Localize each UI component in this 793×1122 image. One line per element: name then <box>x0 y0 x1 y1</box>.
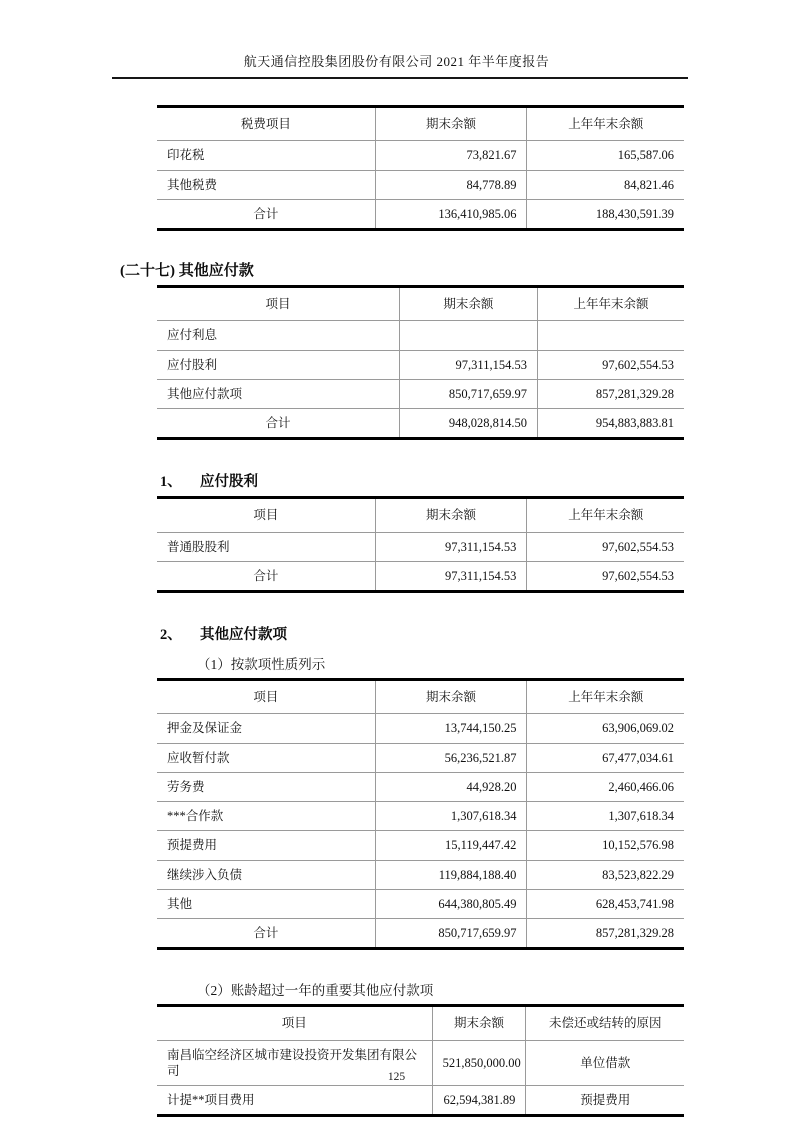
amount-cell: 63,906,069.02 <box>527 714 684 743</box>
column-header: 未偿还或结转的原因 <box>526 1006 684 1040</box>
row-label: 计提**项目费用 <box>157 1086 432 1116</box>
row-label: 应付利息 <box>157 321 399 350</box>
row-label: 应收暂付款 <box>157 743 375 772</box>
table-row <box>157 170 684 199</box>
table-row <box>157 743 684 772</box>
amount-cell: 97,311,154.53 <box>375 561 527 591</box>
column-header: 项目 <box>253 690 279 704</box>
amount-cell: 97,602,554.53 <box>527 532 684 561</box>
tax-table-wrapper <box>157 105 684 231</box>
amount-cell: 97,602,554.53 <box>537 350 684 379</box>
row-label: 押金及保证金 <box>157 714 375 743</box>
amount-cell: 62,594,381.89 <box>432 1086 526 1116</box>
column-header: 项目 <box>265 297 291 311</box>
nature-table <box>157 678 684 950</box>
row-label: 普通股股利 <box>157 532 375 561</box>
row-label: 其他税费 <box>157 170 375 199</box>
amount-cell: 1,307,618.34 <box>527 802 684 831</box>
column-header: 上年年末余额 <box>527 680 684 714</box>
amount-cell: 136,410,985.06 <box>375 199 527 229</box>
total-label: 合计 <box>157 409 399 439</box>
table-row <box>157 860 684 889</box>
amount-cell: 119,884,188.40 <box>375 860 527 889</box>
dividends-table-wrapper <box>157 496 684 593</box>
amount-cell: 165,587.06 <box>527 141 684 170</box>
amount-cell: 188,430,591.39 <box>527 199 684 229</box>
amount-cell: 628,453,741.98 <box>527 889 684 918</box>
section-27-heading: (二十七) 其他应付款 <box>120 263 254 279</box>
amount-cell: 84,821.46 <box>527 170 684 199</box>
amount-cell: 948,028,814.50 <box>399 409 537 439</box>
column-header: 期末余额 <box>399 287 537 321</box>
row-label: 其他应付款项 <box>157 379 399 408</box>
row-label: 应付股利 <box>157 350 399 379</box>
table-total-row <box>157 199 684 229</box>
reason-cell: 单位借款 <box>526 1040 684 1086</box>
amount-cell: 97,311,154.53 <box>375 532 527 561</box>
subsection-2-heading <box>160 623 793 644</box>
table-row <box>157 141 684 170</box>
total-label: 合计 <box>157 199 375 229</box>
amount-cell: 10,152,576.98 <box>527 831 684 860</box>
row-label: 预提费用 <box>157 831 375 860</box>
nature-table-wrapper <box>157 678 684 950</box>
amount-cell: 857,281,329.28 <box>527 919 684 949</box>
total-label: 合计 <box>157 561 375 591</box>
column-header: 上年年末余额 <box>537 287 684 321</box>
table-total-row <box>157 561 684 591</box>
reason-cell: 预提费用 <box>526 1086 684 1116</box>
table-row <box>157 714 684 743</box>
column-header: 上年年末余额 <box>527 498 684 532</box>
table-row <box>157 1086 684 1116</box>
row-label: 南昌临空经济区城市建设投资开发集团有限公司 <box>157 1040 432 1086</box>
amount-cell <box>399 321 537 350</box>
report-header-title: 航天通信控股集团股份有限公司 2021 年半年度报告 <box>243 54 550 69</box>
amount-cell: 83,523,822.29 <box>527 860 684 889</box>
amount-cell: 857,281,329.28 <box>537 379 684 408</box>
amount-cell: 521,850,000.00 <box>432 1040 526 1086</box>
page-number: 125 <box>387 1071 406 1083</box>
table-header-row <box>157 498 684 532</box>
row-label: 其他 <box>157 889 375 918</box>
table-row <box>157 379 684 408</box>
row-label: 印花税 <box>157 141 375 170</box>
tax-table <box>157 105 684 231</box>
subsection-1-label: 应付股利 <box>200 474 258 491</box>
header-rule <box>112 77 688 79</box>
amount-cell: 67,477,034.61 <box>527 743 684 772</box>
amount-cell: 954,883,883.81 <box>537 409 684 439</box>
row-label: ***合作款 <box>157 802 375 831</box>
table-header-row <box>157 1006 684 1040</box>
table-header-row <box>157 680 684 714</box>
amount-cell: 850,717,659.97 <box>375 919 527 949</box>
subsection-1-number: 1、 <box>160 474 182 491</box>
amount-cell <box>537 321 684 350</box>
amount-cell: 97,602,554.53 <box>527 561 684 591</box>
nature-list-heading: （1）按款项性质列示 <box>197 657 326 672</box>
aging-table <box>157 1004 684 1117</box>
aging-table-wrapper <box>157 1004 684 1117</box>
subsection-2-label: 其他应付款项 <box>200 627 287 643</box>
column-header: 项目 <box>253 508 279 523</box>
subsection-2-number: 2、 <box>160 627 182 643</box>
amount-cell: 644,380,805.49 <box>375 889 527 918</box>
amount-cell: 44,928.20 <box>375 772 527 801</box>
amount-cell: 2,460,466.06 <box>527 772 684 801</box>
column-header: 税费项目 <box>240 117 291 131</box>
table-row <box>157 350 684 379</box>
amount-cell: 97,311,154.53 <box>399 350 537 379</box>
column-header: 项目 <box>281 1016 307 1031</box>
row-label: 劳务费 <box>157 772 375 801</box>
table-row <box>157 321 684 350</box>
table-row <box>157 831 684 860</box>
table-row <box>157 532 684 561</box>
table-row <box>157 802 684 831</box>
row-label: 继续涉入负债 <box>157 860 375 889</box>
amount-cell: 15,119,447.42 <box>375 831 527 860</box>
amount-cell: 850,717,659.97 <box>399 379 537 408</box>
other-payables-table-wrapper <box>157 285 684 440</box>
amount-cell: 13,744,150.25 <box>375 714 527 743</box>
subsection-1-heading <box>160 470 793 491</box>
table-header-row <box>157 287 684 321</box>
column-header: 期末余额 <box>375 680 527 714</box>
amount-cell: 56,236,521.87 <box>375 743 527 772</box>
column-header: 上年年末余额 <box>527 107 684 141</box>
total-label: 合计 <box>157 919 375 949</box>
amount-cell: 73,821.67 <box>375 141 527 170</box>
table-header-row <box>157 107 684 141</box>
column-header: 期末余额 <box>432 1006 526 1040</box>
dividends-payable-table <box>157 496 684 593</box>
amount-cell: 1,307,618.34 <box>375 802 527 831</box>
table-total-row <box>157 409 684 439</box>
amount-cell: 84,778.89 <box>375 170 527 199</box>
table-row <box>157 889 684 918</box>
column-header: 期末余额 <box>375 107 527 141</box>
other-payables-table <box>157 285 684 440</box>
aging-heading: （2）账龄超过一年的重要其他应付款项 <box>197 983 434 999</box>
column-header: 期末余额 <box>375 498 527 532</box>
table-row <box>157 772 684 801</box>
table-total-row <box>157 919 684 949</box>
